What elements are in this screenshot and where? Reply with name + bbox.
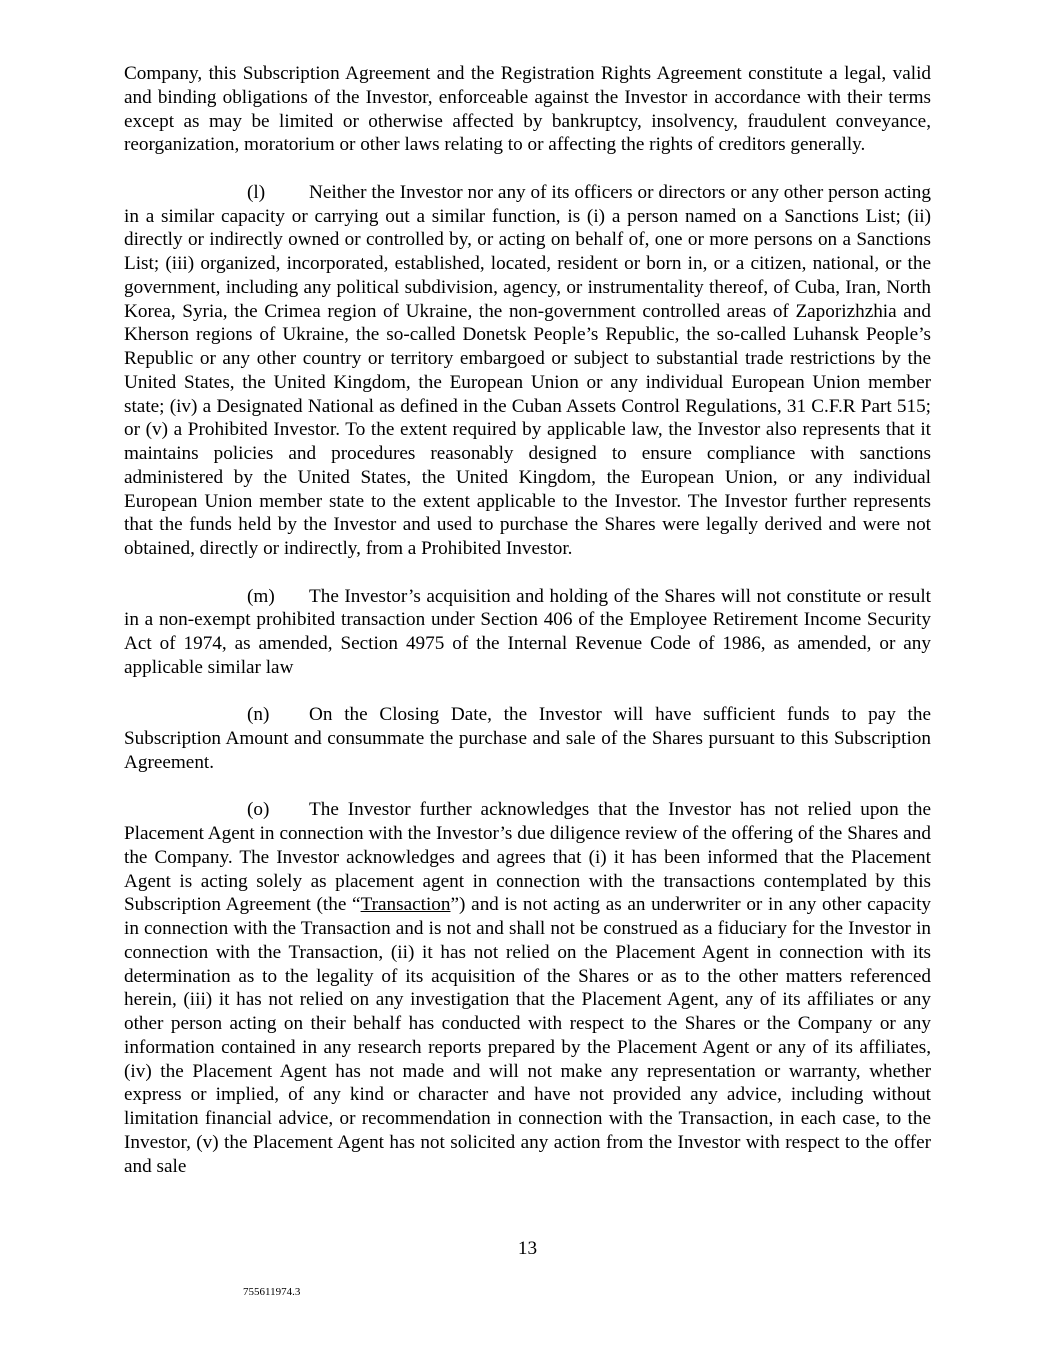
continuation-paragraph: Company, this Subscription Agreement and the Registration Rights Agreement constitute a legal, valid and binding obligations of the Investor, enforceable against the Investor in accordance with their terms except as may be limited or otherwise affected by bankruptcy, insolvency, fraudulent conveyance, reorganization, moratorium or other laws relating to or affecting the rights of creditors generally.: [124, 63, 931, 156]
document-id: 755611974.3: [243, 1286, 301, 1298]
paragraph-label: (m): [247, 585, 275, 607]
paragraph-text: On the Closing Date, the Investor will have sufficient funds to pay the Subscription Amount and consummate the purchase and sale of the Shares pursuant to this Subscription Agreement.: [124, 704, 931, 773]
paragraph-o: [124, 798, 931, 1178]
paragraph-label: (o): [247, 799, 270, 821]
paragraph-text: Neither the Investor nor any of its officers or directors or any other person acting in a similar capacity or carrying out a similar function, is (i) a person named on a Sanctions List; (ii) directly or indirectly owned or controlled by, or acting on behalf of, one or more persons on a Sanctions List; (iii) organized, incorporated, established, located, resident or born in, or a citizen, national, or the government, including any political subdivision, agency, or instrumentality thereof, of Cuba, Iran, North Korea, Syria, the Crimea region of Ukraine, the non-government controlled areas of Zaporizhzhia and Kherson regions of Ukraine, the so-called Donetsk People’s Republic, the so-called Luhansk People’s Republic or any other country or territory embargoed or subject to substantial trade restrictions by the United States, the United Kingdom, the European Union or any individual European Union member state; (iv) a Designated National as defined in the Cuban Assets Control Regulations, 31 C.F.R Part 515; or (v) a Prohibited Investor. To the extent required by applicable law, the Investor also represents that it maintains policies and procedures reasonably designed to ensure compliance with sanctions administered by the United States, the United Kingdom, the European Union, or any individual European Union member state to the extent applicable to the Investor. The Investor further represents that the funds held by the Investor and used to purchase the Shares were legally derived and were not obtained, directly or indirectly, from a Prohibited Investor.: [124, 181, 931, 559]
document-body: [124, 62, 931, 1202]
paragraph-text: The Investor’s acquisition and holding of the Shares will not constitute or result in a non-exempt prohibited transaction under Section 406 of the Employee Retirement Income Security Act of 1974, as amended, Section 4975 of the Internal Revenue Code of 1986, as amended, or any applicable similar law: [124, 585, 931, 678]
paragraph-m: [124, 585, 931, 680]
defined-term-transaction: Transaction: [360, 894, 451, 916]
paragraph-n: [124, 703, 931, 774]
paragraph-label: (l): [247, 181, 266, 203]
paragraph-text-before: The Investor further acknowledges that the Investor has not relied upon the Placement Agent in connection with the Investor’s due diligence review of the offering of the Shares and the Company. The Investor acknowledges and agrees that (i) it has been informed that the Placement Agent is acting solely as placement agent in connection with the transactions contemplated by this Subscription Agreement (the “: [124, 799, 931, 916]
paragraph-text-after: ”) and is not acting as an underwriter or in any other capacity in connection with the Transaction and is not and shall not be construed as a fiduciary for the Investor in connection with the Transaction, (ii) it has not relied on the Placement Agent in connection with its determination as to the legality of its acquisition of the Shares or as to the other matters referenced herein, (iii) it has not relied on any investigation that the Placement Agent, any of its affiliates or any other person acting on their behalf has conducted with respect to the Shares or the Company or any information contained in any research reports prepared by the Placement Agent or any of its affiliates, (iv) the Placement Agent has not made and will not make any representation or warranty, whether express or implied, of any kind or character and have not provided any advice, including without limitation financial advice, or recommendation in connection with the Transaction, in each case, to the Investor, (v) the Placement Agent has not solicited any action from the Investor with respect to the offer and sale: [124, 894, 931, 1177]
paragraph-label: (n): [247, 704, 270, 726]
paragraph-l: [124, 181, 931, 561]
page-number: 13: [517, 1238, 538, 1259]
